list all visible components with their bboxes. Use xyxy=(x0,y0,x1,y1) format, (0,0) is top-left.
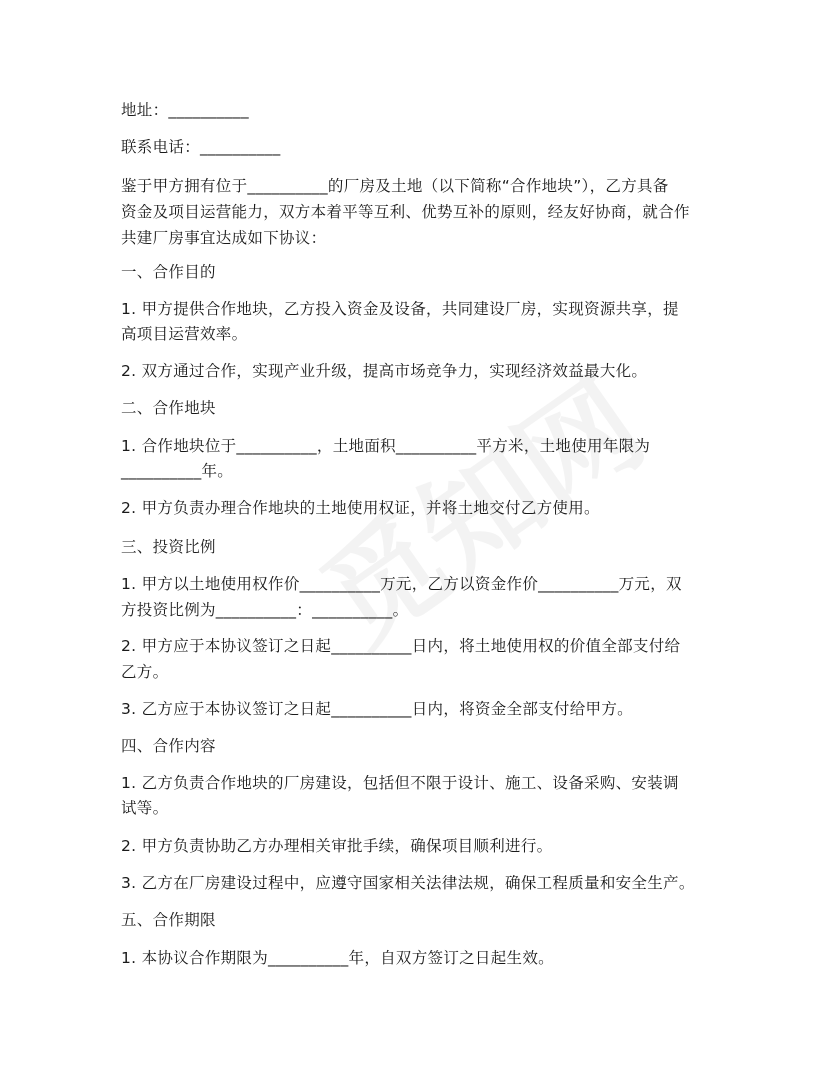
intro-line-2: 资金及项目运营能力，双方本着平等互利、优势互补的原则，经友好协商，就合作 xyxy=(121,203,690,221)
section-3-item-2-line-1: 2. 甲方应于本协议签订之日起__________日内，将土地使用权的价值全部支付给 xyxy=(121,637,681,655)
phone-line: 联系电话：__________ xyxy=(121,138,281,156)
section-2-title: 二、合作地块 xyxy=(121,399,216,417)
section-4-item-2: 2. 甲方负责协助乙方办理相关审批手续，确保项目顺利进行。 xyxy=(121,837,553,855)
section-4-item-1-line-2: 试等。 xyxy=(121,799,169,817)
section-4-title: 四、合作内容 xyxy=(121,737,216,755)
section-2-item-2: 2. 甲方负责办理合作地块的土地使用权证，并将土地交付乙方使用。 xyxy=(121,499,600,517)
intro-line-3: 共建厂房事宜达成如下协议： xyxy=(121,229,327,247)
section-3-item-1-line-1: 1. 甲方以土地使用权作价__________万元，乙方以资金作价__________万元，双 xyxy=(121,575,682,593)
section-1-item-1-line-1: 1. 甲方提供合作地块，乙方投入资金及设备，共同建设厂房，实现资源共享，提 xyxy=(121,300,679,318)
section-3-item-3: 3. 乙方应于本协议签订之日起__________日内，将资金全部支付给甲方。 xyxy=(121,700,633,718)
section-5-item-1: 1. 本协议合作期限为__________年，自双方签订之日起生效。 xyxy=(121,949,554,967)
section-1-item-1-line-2: 高项目运营效率。 xyxy=(121,325,248,343)
section-1-item-2: 2. 双方通过合作，实现产业升级，提高市场竞争力，实现经济效益最大化。 xyxy=(121,362,648,380)
section-2-item-1-line-1: 1. 合作地块位于__________，土地面积__________平方米，土地使用年限为 xyxy=(121,437,651,455)
section-1-title: 一、合作目的 xyxy=(121,263,216,281)
intro-line-1: 鉴于甲方拥有位于__________的厂房及土地（以下简称“合作地块”），乙方具备 xyxy=(121,177,669,195)
section-3-title: 三、投资比例 xyxy=(121,538,216,556)
section-3-item-1-line-2: 方投资比例为__________：__________。 xyxy=(121,601,409,619)
section-4-item-3: 3. 乙方在厂房建设过程中，应遵守国家相关法律法规，确保工程质量和安全生产。 xyxy=(121,874,695,892)
address-line: 地址：__________ xyxy=(121,101,249,119)
section-2-item-1-line-2: __________年。 xyxy=(121,462,234,480)
section-4-item-1-line-1: 1. 乙方负责合作地块的厂房建设，包括但不限于设计、施工、设备采购、安装调 xyxy=(121,774,679,792)
section-5-title: 五、合作期限 xyxy=(121,911,216,929)
section-3-item-2-line-2: 乙方。 xyxy=(121,663,169,681)
